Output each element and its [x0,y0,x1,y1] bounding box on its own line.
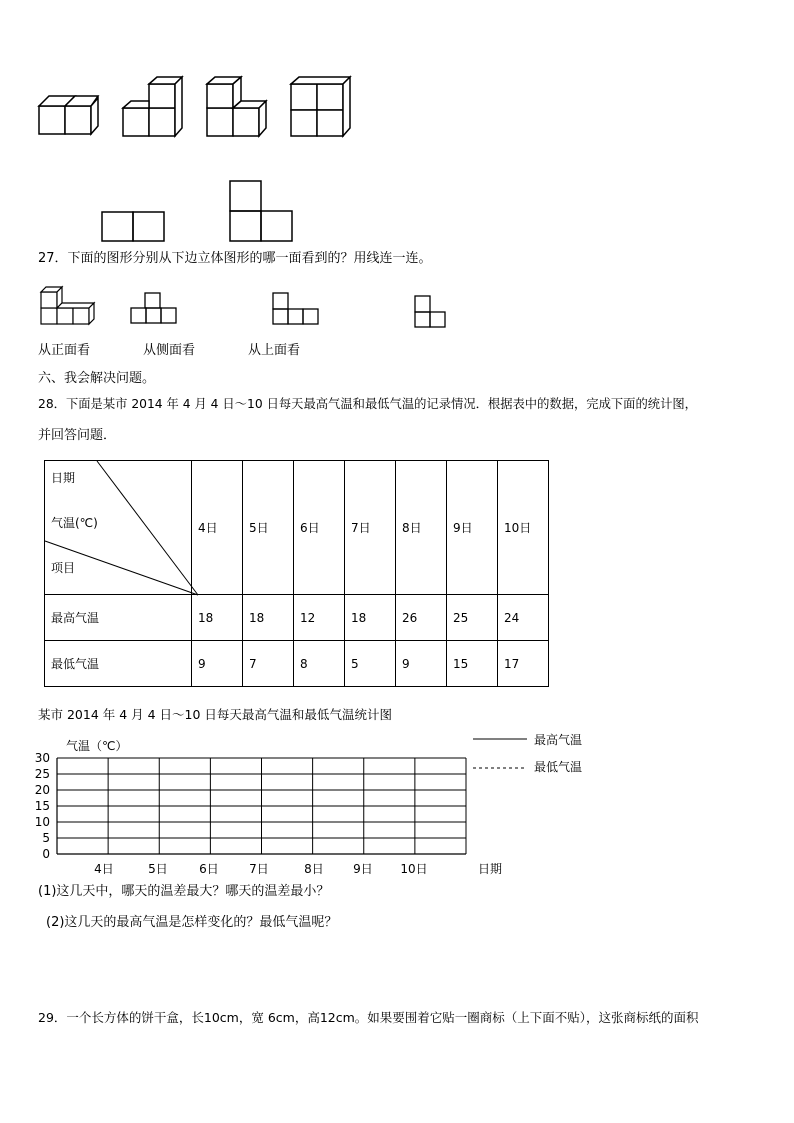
header-item-label: 项目 [51,561,76,575]
q27-solid-figure [40,286,100,326]
header-date-label: 日期 [51,471,76,485]
cube-figure-2 [122,76,184,138]
low-temp-cell: 17 [498,641,549,687]
low-temp-cell: 15 [447,641,498,687]
x-tick-label: 8日 [304,862,324,876]
date-cell: 7日 [345,461,396,595]
x-tick-label: 5日 [148,862,168,876]
date-cell: 9日 [447,461,498,595]
view-label-side: 从侧面看 [143,343,196,358]
temperature-line-chart [0,728,794,878]
low-temp-cell: 9 [192,641,243,687]
legend-label-low: 最低气温 [534,760,583,774]
high-temp-cell: 18 [345,595,396,641]
y-tick-label: 30 [34,751,50,765]
y-tick-label: 0 [42,847,50,861]
date-cell: 5日 [243,461,294,595]
q28-sub-question-2: (2)这几天的最高气温是怎样变化的？最低气温呢？ [46,915,338,930]
q27-view-shape-2 [272,292,320,328]
y-tick-label: 10 [34,815,50,829]
date-cell: 10日 [498,461,549,595]
section-6-heading: 六、我会解决问题。 [38,371,156,386]
x-tick-label: 10日 [400,862,428,876]
q27-view-shape-1 [130,291,178,327]
header-temp-label: 气温(℃) [51,516,98,530]
row-label-low: 最低气温 [45,641,192,687]
date-cell: 4日 [192,461,243,595]
x-tick-label: 7日 [249,862,269,876]
low-temp-cell: 5 [345,641,396,687]
view-shape-two-squares [101,211,167,243]
chart-title: 某市 2014 年 4 月 4 日～10 日每天最高气温和最低气温统计图 [38,707,392,722]
high-temp-cell: 26 [396,595,447,641]
q28-sub-question-1: (1)这几天中，哪天的温差最大？哪天的温差最小？ [38,884,330,899]
view-label-front: 从正面看 [38,343,91,358]
high-temp-cell: 12 [294,595,345,641]
y-axis-title: 气温（℃） [66,739,128,753]
y-tick-label: 15 [34,799,50,813]
q27-text: 27．下面的图形分别从下边立体图形的哪一面看到的？用线连一连。 [38,251,432,266]
high-temp-cell: 18 [243,595,294,641]
q28-text-line1: 28．下面是某市 2014 年 4 月 4 日～10 日每天最高气温和最低气温的记录情况．根据表中的数据，完成下面的统计图， [38,397,697,411]
low-temp-cell: 8 [294,641,345,687]
table-header-corner [45,461,192,595]
q27-view-shape-3 [414,295,448,331]
view-shape-l-shape [229,180,295,242]
q28-text-line2: 并回答问题． [38,428,117,443]
row-label-high: 最高气温 [45,595,192,641]
x-tick-label: 4日 [94,862,114,876]
high-temp-cell: 18 [192,595,243,641]
high-temp-cell: 25 [447,595,498,641]
x-tick-label: 9日 [353,862,373,876]
cube-figure-4 [290,76,352,138]
high-temp-cell: 24 [498,595,549,641]
x-tick-label: 6日 [199,862,219,876]
y-tick-label: 5 [42,831,50,845]
cube-figure-3 [206,76,268,138]
temperature-table [44,460,549,687]
date-cell: 6日 [294,461,345,595]
y-tick-label: 20 [34,783,50,797]
view-label-top: 从上面看 [248,343,301,358]
legend-label-high: 最高气温 [534,733,583,747]
x-axis-title: 日期 [478,862,503,876]
low-temp-cell: 7 [243,641,294,687]
y-tick-label: 25 [34,767,50,781]
cube-figure-1 [38,92,100,136]
date-cell: 8日 [396,461,447,595]
low-temp-cell: 9 [396,641,447,687]
q29-text: 29．一个长方体的饼干盒，长10cm，宽 6cm，高12cm。如果要围着它贴一圈商标（上下面不贴），这张商标纸的面积 [38,1010,699,1025]
